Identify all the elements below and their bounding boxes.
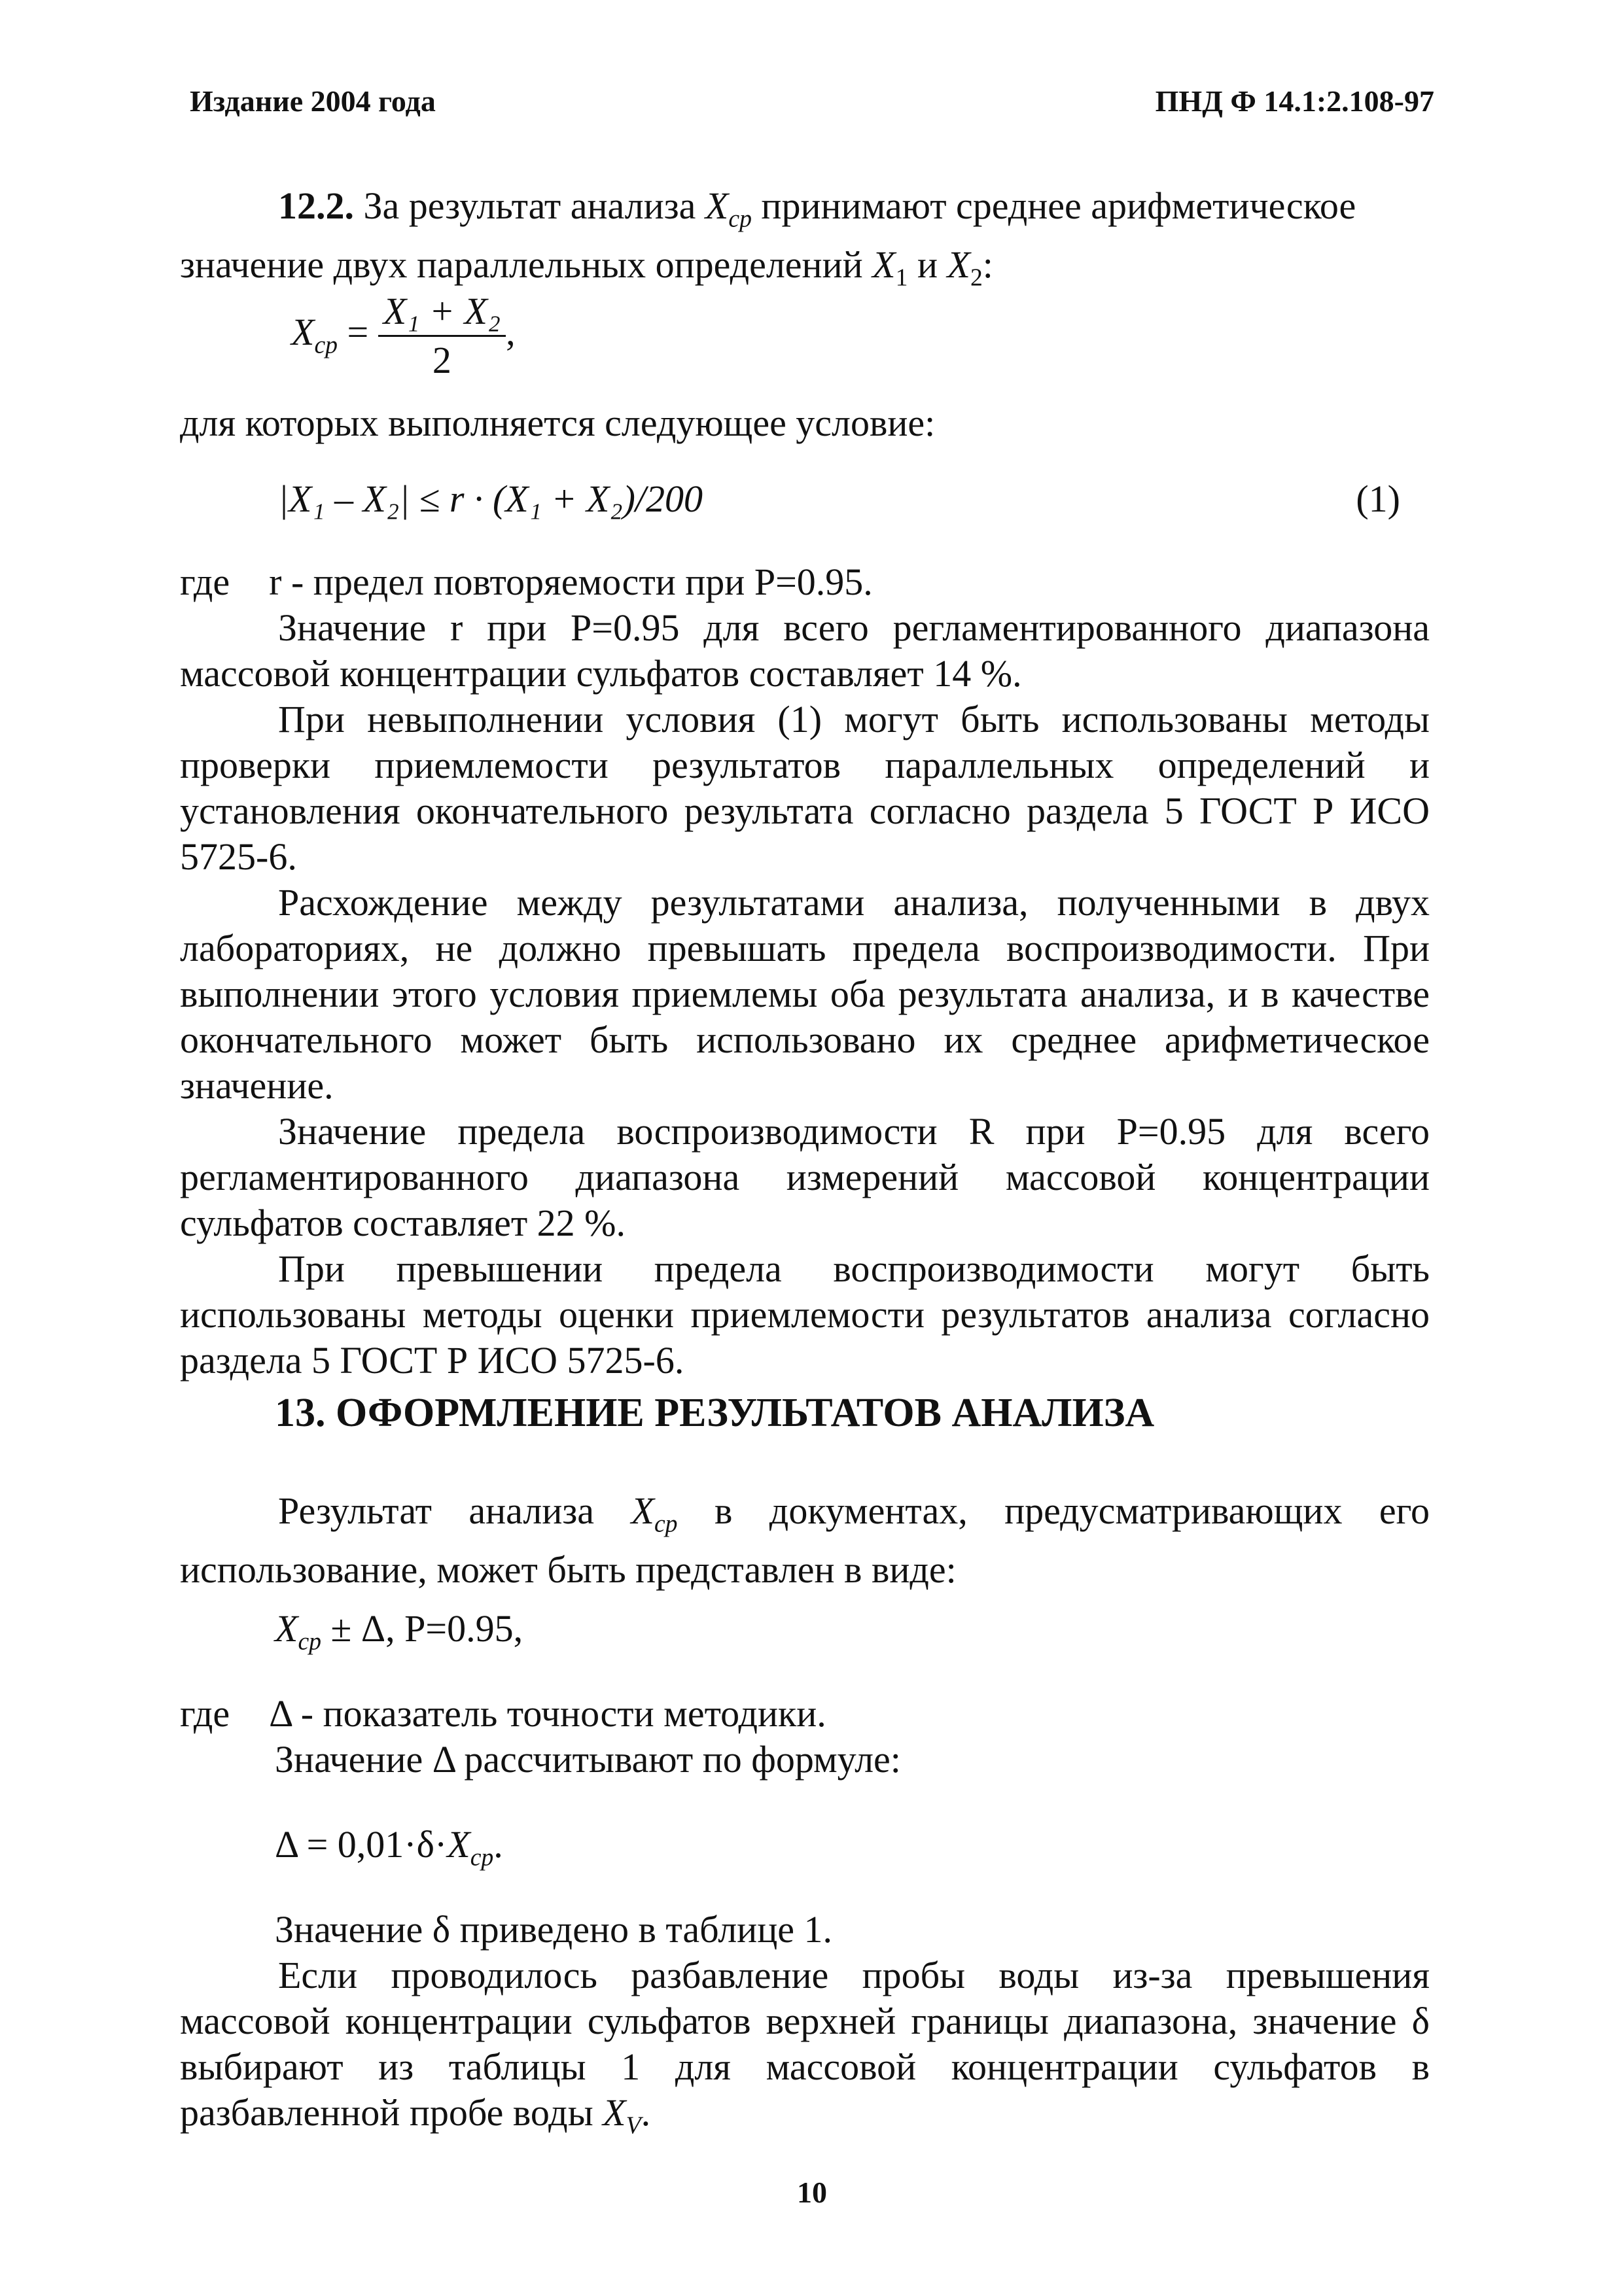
section-12-2-line1: 12.2. За результат анализа $X_{ср}$ принимают среднее арифметическое [278, 184, 1356, 233]
para-R-value: Значение предела воспроизводимости R при P=0.95 для всего регламентированного диапазона измерений массовой концентрации сульфатов составляет 22 %. [180, 1110, 1430, 1244]
para-r-value: Значение r при P=0.95 для всего регламентированного диапазона массовой концентрации сульфатов составляет 14 %. [180, 606, 1430, 695]
formula-mean: $X_{ср}$ = $\frac{\text{X₁ + X₂}}{2}$ , [291, 288, 815, 384]
where-delta: где Δ - показатель точности методики. [180, 1692, 826, 1735]
header-edition: Издание 2004 года [190, 84, 436, 118]
fraction: $\frac{\text{X₁ + X₂}}{2}$ [378, 288, 506, 384]
para-fail: При невыполнении условия (1) могут быть использованы методы проверки приемлемости результатов параллельных определений и установления окончательного результата согласно раздела 5 ГОСТ Р ИСО 5725-6. [180, 698, 1430, 878]
formula-delta: $\Delta = 0,01\cdot\delta\cdot X_{ср}$. [275, 1823, 503, 1871]
para-dilution: Если проводилось разбавление пробы воды из-за превышения массовой концентрации сульфатов верхней границы диапазона, значение δ выбирают из таблицы 1 для массовой концентрации сульфатов в разбавленной пробе воды $X_V$. [180, 1954, 1430, 2140]
formula-condition: |X₁ – X₂| ≤ r · (X₁ + X₂)/200 (1) [278, 476, 1400, 522]
condition-intro: для которых выполняется следующее условие: [180, 402, 936, 444]
para-exceed: При превышении предела воспроизводимости могут быть использованы методы оценки приемлемости результатов анализа согласно раздела 5 ГОСТ Р ИСО 5725-6. [180, 1247, 1430, 1382]
page-number: 10 [797, 2176, 827, 2209]
delta-intro: Значение Δ рассчитывают по формуле: [275, 1738, 901, 1781]
equation-number: (1) [1356, 478, 1400, 520]
section-12-2 [180, 183, 1430, 300]
where-r: где r - предел повторяемости при P=0.95. [180, 561, 873, 603]
formula-result: $X_{ср} \pm \Delta$, P=0.95, [275, 1607, 523, 1656]
header-doc-code: ПНД Ф 14.1:2.108-97 [1155, 84, 1434, 118]
section-number: 12.2. [278, 184, 354, 227]
para-discrepancy: Расхождение между результатами анализа, полученными в двух лабораториях, не должно превышать предела воспроизводимости. При выполнении этого условия приемлемы оба результата анализа, и в качестве окончательного может быть использовано их среднее арифметическое значение. [180, 881, 1430, 1107]
section-13-title: 13. ОФОРМЛЕНИЕ РЕЗУЛЬТАТОВ АНАЛИЗА [275, 1391, 1155, 1435]
section-12-2-line2: значение двух параллельных определений $X_1$ и $X_2$: [180, 243, 993, 292]
para-result: Результат анализа $X_{ср}$ в документах, предусматривающих его использование, может быть представлен в виде: [180, 1489, 1430, 1591]
delta-table-ref: Значение δ приведено в таблице 1. [275, 1908, 832, 1951]
